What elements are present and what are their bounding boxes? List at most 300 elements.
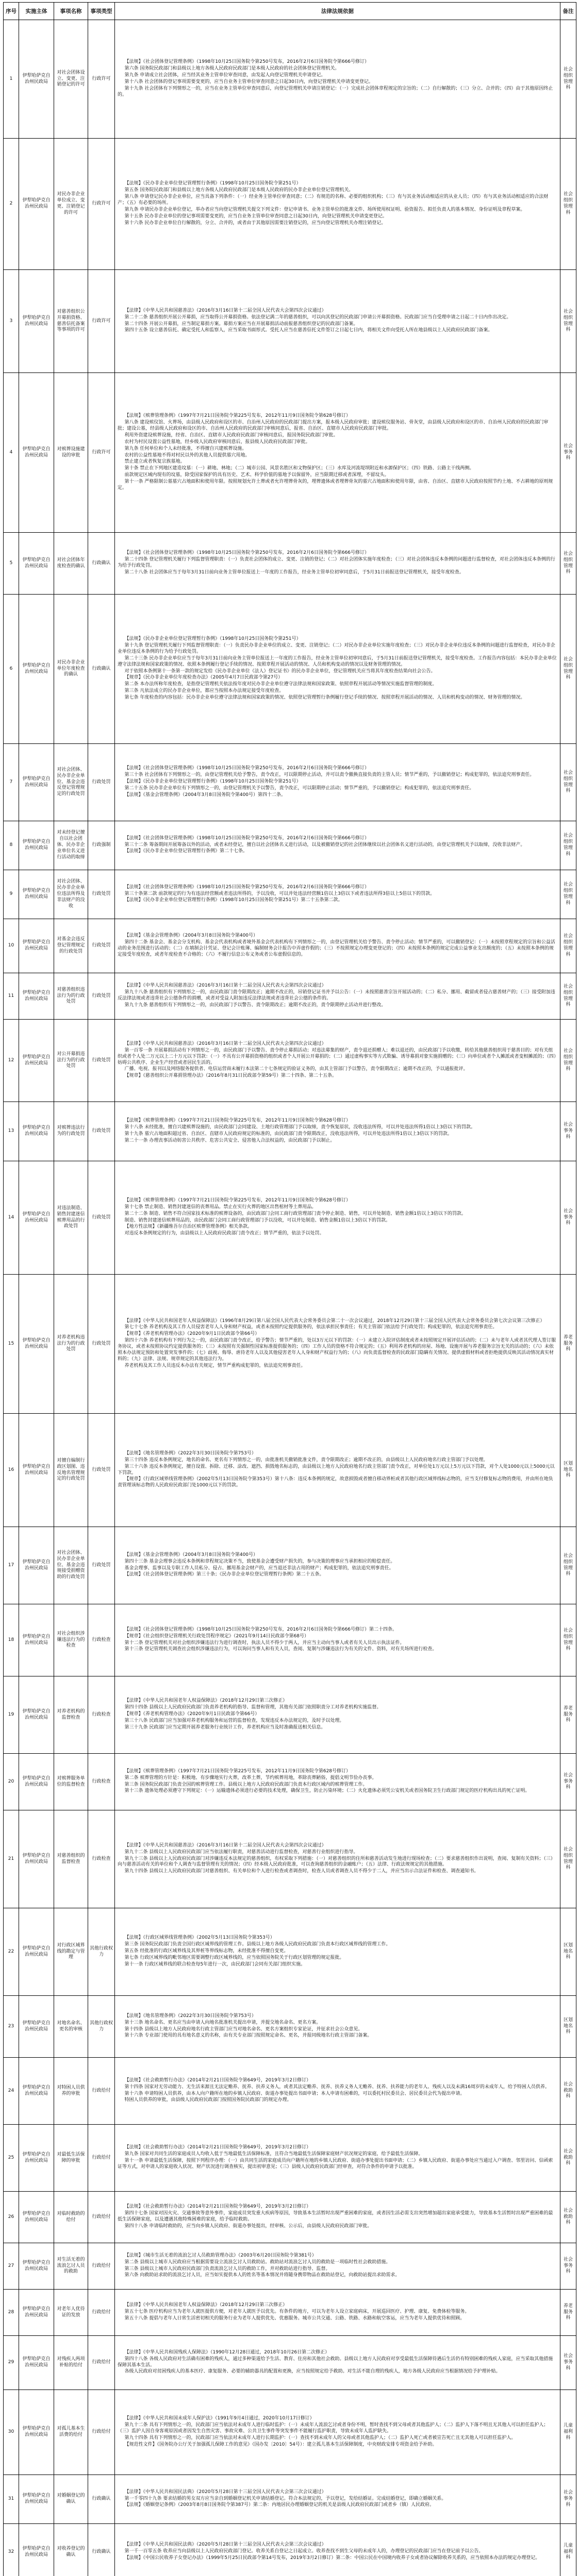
table-row: [4, 821, 576, 870]
legal-basis-paragraph: 第九条 申请成立社会团体，应当经其业务主管单位审查同意，由发起人向登记管理机关申请登记。: [124, 73, 326, 78]
legal-basis-paragraph: 【法规】《社会救助暂行办法》（2014年2月21日国务院令第649号，2019年3月2日修订）: [124, 2077, 311, 2083]
item-type-cell: 行政给付: [88, 2390, 115, 2475]
item-name-cell: 对慈善组织违法行为的行政处罚: [54, 973, 88, 1020]
row-number-cell: 31: [4, 2475, 19, 2524]
item-type-cell: 行政处罚: [88, 1102, 115, 1161]
item-type-cell: 行政检查: [88, 1810, 115, 1908]
row-number-cell: 10: [4, 919, 19, 973]
table-row: [4, 1908, 576, 1996]
table-row: [4, 973, 576, 1020]
legal-basis-paragraph: 第三十条第二款 前款规定的行为有违法经营额或者违法所得的，予以没收，可以并处违法经营额1倍以上3倍以下或者违法所得3倍以上5倍以下的罚款。: [124, 891, 435, 896]
subject-cell: 伊犁哈萨克自治州民政局: [19, 1161, 54, 1275]
item-type-cell: 行政许可: [88, 373, 115, 533]
table-body: [4, 20, 576, 2576]
legal-basis-cell: [115, 595, 560, 744]
legal-basis-paragraph: 【法规】《殡葬管理条例》（1997年7月21日国务院令第225号发布，2012年11月9日国务院令第628号修订）: [124, 1768, 351, 1774]
subject-cell: 伊犁哈萨克自治州民政局: [19, 2475, 54, 2524]
legal-basis-paragraph: 第十一条 申请最低生活保障，按照下列程序办理：（一）由共同生活的家庭成员向户籍所在地的乡镇人民政府、街道办事处提出书面申请；（二）乡镇人民政府、街道办事处应当通过入户调查、邻里访问、信函索证等方式，对申请人的家庭收入状况、财产状况进行调查核实，提出初审意见；（三）县级人民政府民政部门经审查，对符合条件的申请予以批准。: [118, 2158, 553, 2170]
legal-basis-cell: [115, 2125, 560, 2192]
legal-basis-paragraph: 第五条 经批准的行政区域界线及其界桩等界线标志物，未经批准不得擅自变更。: [124, 1948, 289, 1954]
legal-basis-paragraph: 第十九条 社会团体有下列情形之一的，应当在业务主管单位审查同意后，向登记管理机关申请注销登记：（一）完成社会团体章程规定的宗旨的；（二）自行解散的；（三）分立、合并的；（四）由于其他原因终止的。: [118, 86, 553, 97]
row-number-cell: 8: [4, 821, 19, 870]
legal-basis-paragraph: 【法律】《中华人民共和国老年人权益保障法》（2018年12月29日第三次修正）: [124, 1698, 288, 1704]
legal-basis-paragraph: 【法规】《社会团体登记管理条例》（1998年10月25日国务院令第250号发布，2016年2月6日国务院令第666号修订）第二十四条。: [124, 1626, 398, 1632]
note-cell: 社会组织管理科: [560, 139, 576, 270]
note-cell: 社会事务科: [560, 1754, 576, 1810]
table-row: [4, 139, 576, 270]
note-cell: 社会组织管理科: [560, 1810, 576, 1908]
table-row: [4, 1604, 576, 1676]
legal-basis-paragraph: 第十三条 地名命名、更名应当由申请人向地名批准机关提出申请，并提交地名命名、更名方案。: [124, 2020, 321, 2025]
item-name-cell: 对临时救助的给付: [54, 2192, 88, 2243]
item-type-cell: 行政处罚: [88, 1275, 115, 1414]
legal-basis-paragraph: 【法规】《社会团体登记管理条例》（1998年10月25日国务院令第250号发布，2016年2月6日国务院令第666号修订）: [124, 835, 370, 841]
item-type-cell: 行政处罚: [88, 919, 115, 973]
row-number-cell: 23: [4, 1996, 19, 2058]
item-type-cell: 行政检查: [88, 1604, 115, 1676]
item-type-cell: 行政给付: [88, 2192, 115, 2243]
subject-cell: 伊犁哈萨克自治州民政局: [19, 2336, 54, 2390]
legal-basis-cell: [115, 2390, 560, 2475]
subject-cell: 伊犁哈萨克自治州民政局: [19, 1414, 54, 1527]
legal-basis-paragraph: 【法律】《中华人民共和国老年人权益保障法》（1996年8月29日第八届全国人民代表大会常务委员会第二十一次会议通过，2018年12月29日第十三届全国人民代表大会常务委员会第七次会议第三次修正）: [124, 1318, 545, 1324]
legal-basis-paragraph: 【规章】《民办非企业单位年度检查办法》（2005年4月7日民政部令第27号）: [124, 675, 283, 681]
legal-basis-paragraph: 第五十八条 提倡与老年人日常生活密切相关的服务行业为老年人提供优先、优惠服务。城市公共交通、公路、铁路、水路和航空客运，应当为老年人提供优待和照顾。: [124, 2315, 465, 2321]
legal-basis-paragraph: 第九十三条 县级以上人民政府民政部门对涉嫌违反本法规定的慈善组织，有权采取下列措施：（一）对慈善组织的住所和慈善活动发生地进行现场检查；（二）要求慈善组织作出说明，查阅、复制有关资料；（三）向与慈善活动有关的单位和个人调查与监督管理有关的情况；（四）经本级人民政府批准，可以查询慈善组织的金融账户；（五）法律、行政法规规定的其他措施。: [118, 1856, 555, 1868]
legal-basis-paragraph: 养老机构及其工作人员违反本办法有关规定，情节严重构成犯罪的，依法追究刑事责任。: [124, 1363, 306, 1368]
power-list-table: [3, 2, 576, 2576]
item-name-cell: 对慈善组织的监督检查: [54, 1810, 88, 1908]
legal-basis-paragraph: 【法律】《中华人民共和国老年人权益保障法》（2018年12月29日第三次修正）: [124, 2302, 288, 2308]
item-type-cell: 行政处罚: [88, 1414, 115, 1527]
note-cell: 社会组织管理科: [560, 919, 576, 973]
subject-cell: 伊犁哈萨克自治州民政局: [19, 1676, 54, 1754]
item-name-cell: 对民办非企业单位年度检查的确认: [54, 595, 88, 744]
legal-basis-paragraph: 第四十三条 基金会理事会违反本条例和章程规定决策不当，致使基金会遭受财产损失的，参与决策的理事应当承担相应的赔偿责任。: [124, 1558, 395, 1564]
subject-cell: 伊犁哈萨克自治州民政局: [19, 1102, 54, 1161]
item-name-cell: 对社会组织涉嫌违法行为的检查: [54, 1604, 88, 1676]
legal-basis-paragraph: 【法规】《民办非企业单位登记管理暂行条例》（1998年10月25日国务院令第251号）: [124, 636, 301, 642]
row-number-cell: 28: [4, 2290, 19, 2336]
row-number-cell: 26: [4, 2192, 19, 2243]
table-row: [4, 270, 576, 373]
legal-basis-cell: [115, 533, 560, 595]
item-name-cell: 对最低生活保障的审批: [54, 2125, 88, 2192]
table-row: [4, 744, 576, 821]
legal-basis-paragraph: 第四十二条 基金会、基金会分支机构、基金会代表机构或者境外基金会代表机构有下列情形之一的，由登记管理机关给予警告、责令停止活动；情节严重的，可以撤销登记：（一）未按照章程规定的宗旨和公益活动的业务范围进行活动的；（二）在填制会计凭证、登记会计账簿、编制财务会计报告中弄虚作假的；（三）不按照规定办理变更登记的；（四）未按照本条例的规定完成公益事业支出额度的；（五）未按照本条例的规定接受年度检查，或者年度检查不合格的；（六）不履行信息公布义务或者公布虚假信息的。: [118, 940, 555, 957]
subject-cell: 伊犁哈萨克自治州民政局: [19, 2390, 54, 2475]
item-name-cell: 对地名命名、更名的审核: [54, 1996, 88, 2058]
subject-cell: 伊犁哈萨克自治州民政局: [19, 2524, 54, 2576]
legal-basis-paragraph: 农村的公益性墓地不得对村民以外的其他人员提供墓穴用地。: [124, 452, 250, 458]
header-cell-subject: 实施主体: [19, 3, 54, 20]
item-name-cell: 对孤儿基本生活费的给付: [54, 2390, 88, 2475]
legal-basis-paragraph: 第二条 本办法所称年度检查，是指登记管理机关依法按年度对民办非企业单位遵守法律法规和国家政策、依照章程开展活动等情况实施监督管理的制度。: [124, 682, 437, 687]
table-row: [4, 373, 576, 533]
legal-basis-paragraph: 第五十七条 医疗机构应当为老年人就医提供方便，对老年人就医予以优先。有条件的地方，可以为老年人设立家庭病床，开展巡回医疗、护理、康复、免费体检等服务。: [124, 2309, 470, 2315]
item-type-cell: 其他行政权力: [88, 1996, 115, 2058]
legal-basis-paragraph: 【法规】《社会团体登记管理条例》（1998年10月25日国务院令第250号发布，2016年2月6日国务院令第666号修订）: [124, 766, 370, 771]
subject-cell: 伊犁哈萨克自治州民政局: [19, 2125, 54, 2192]
legal-basis-paragraph: 第二十二条 慈善组织开展公开募捐，应当取得公开募捐资格。依法登记满二年的慈善组织，可以向其登记的民政部门申请公开募捐资格。民政部门应当自受理申请之日起二十日内作出决定。: [124, 314, 511, 320]
legal-basis-paragraph: 第十二条 登记管理机关对社会组织涉嫌违法行为进行调查时，执法人员不得少于两人，并应当主动向当事人或者有关人员出示执法证件。: [124, 1640, 405, 1646]
legal-basis-paragraph: 第四十八条 各级人民政府对生活确有困难的残疾人，通过多种渠道给予生活、教育、住房和其他社会救助。县级以上地方人民政府对享受最低生活保障待遇后生活仍有特别困难的残疾人家庭，应当采取其他措施保障其基本生活。: [118, 2356, 553, 2368]
legal-basis-paragraph: 第三十九条 民政部门应当定期开展养老服务行业统计工作，养老机构应当及时准确报送相关信息。: [124, 1724, 326, 1730]
note-cell: 社会组织管理科: [560, 533, 576, 595]
subject-cell: 伊犁哈萨克自治州民政局: [19, 1020, 54, 1102]
row-number-cell: 27: [4, 2243, 19, 2290]
legal-basis-paragraph: 【规章】《养老机构管理办法》（2020年9月1日民政部令第66号）: [124, 1711, 260, 1717]
note-cell: 社会救助科: [560, 2125, 576, 2192]
legal-basis-paragraph: 【规范性文件】《国务院办公厅关于加强孤儿保障工作的意见》（国办发〔2010〕54号）：建立孤儿基本生活保障制度，中央财政安排专项资金给予补助。: [124, 2442, 437, 2447]
row-number-cell: 32: [4, 2524, 19, 2576]
subject-cell: 伊犁哈萨克自治州民政局: [19, 595, 54, 744]
table-row: [4, 2192, 576, 2243]
legal-basis-paragraph: 前款规定区域内现有的坟墓，除受国家保护的具有历史、艺术、科学价值的墓地予以保留外，应当限期迁移或者深埋，不留坟头。: [124, 472, 389, 478]
row-number-cell: 19: [4, 1676, 19, 1754]
legal-basis-paragraph: 对于依照本条例第十一条第一款的规定发给《民办非企业单位（法人）登记证书》的民办非企业单位，登记管理机关应当将其年度检查结果向社会公告。: [124, 668, 436, 674]
legal-basis-paragraph: 【法规】《殡葬管理条例》（1997年7月21日国务院令第225号发布，2012年11月9日国务院令第628号修订）: [124, 1118, 351, 1124]
legal-basis-paragraph: 第三条 凡依法成立的民办非企业单位，都应当按照本办法规定接受年度检查。: [124, 688, 284, 694]
item-type-cell: 行政确认: [88, 595, 115, 744]
legal-basis-paragraph: 第二条 县级以上城市人民政府应当根据需要设立流浪乞讨人员救助站。救助站对流浪乞讨人员的救助是一项临时性社会救助措施。: [124, 2259, 391, 2265]
legal-basis-paragraph: 第三十二条 筹备期间开展筹备以外的活动，或者未经登记，擅自以社会团体名义进行活动，以及被撤销登记的社会团体继续以社会团体名义进行活动的，由登记管理机关予以取缔，没收非法财产。: [124, 842, 525, 848]
subject-cell: 伊犁哈萨克自治州民政局: [19, 2192, 54, 2243]
legal-basis-paragraph: 【法律】《中华人民共和国慈善法》（2016年3月16日第十二届全国人民代表大会第四次会议通过）: [124, 1041, 326, 1046]
table-row: [4, 1414, 576, 1527]
row-number-cell: 15: [4, 1275, 19, 1414]
item-name-cell: 对慈善组织公开募捐资格、慈善信托备案等事项的许可: [54, 270, 88, 373]
note-cell: 社会事务科: [560, 2336, 576, 2390]
legal-basis-cell: [115, 1754, 560, 1810]
note-cell: 社会事务科: [560, 373, 576, 533]
legal-basis-paragraph: 第三十八条 民政部门应当加强对养老机构服务和运营的监督检查，发现违反本办法规定的，及时予以处理。: [124, 1718, 344, 1723]
legal-basis-paragraph: 【法律】《中华人民共和国未成年人保护法》（1991年9月4日通过，2020年10月17日修订）: [124, 2416, 315, 2421]
legal-basis-paragraph: 第十一条 行政区域界线的联合检查每5年进行一次，由民政部门会同有关部门组织实施。: [124, 1961, 306, 1967]
legal-basis-paragraph: 【法规】《社会团体登记管理条例》（1998年10月25日国务院令第250号发布，2016年2月6日国务院令第666号修订）: [124, 59, 370, 65]
legal-basis-paragraph: 第三十条 社会团体有下列情形之一的，由登记管理机关给予警告，责令改正，可以限期停止活动，并可以责令撤换直接负责的主管人员；情节严重的，予以撤销登记；构成犯罪的，依法追究刑事责任。: [124, 772, 535, 778]
legal-basis-paragraph: 【法规】《民办非企业单位登记管理暂行条例》（1998年10月25日国务院令第251号）第二十五条第二款。: [124, 897, 343, 903]
legal-basis-paragraph: 第三条 国务院民政部门负责全国行政区域界线的管理工作。县级以上地方各级人民政府民政部门负责本行政区域界线的管理工作。: [124, 1942, 391, 1947]
legal-basis-paragraph: 第八条 建设殡仪馆、火葬场，由县级人民政府和设区的市、自治州人民政府的民政部门提出方案，报本级人民政府审批；建设殡仪服务站、骨灰堂，由县级人民政府和设区的市、自治州人民政府的民政部门审批；建设公墓，经县级人民政府和设区的市、自治州人民政府的民政部门审核同意后，报省、自治区、直辖市人民政府民政部门审批。: [118, 420, 549, 431]
item-name-cell: 对生活无着的流浪乞讨人员的救助: [54, 2243, 88, 2290]
legal-basis-paragraph: 第七条 行政区域界线的毗邻地区需要调整行政区域界线的，应当依照国务院关于行政区划管理的规定报批。: [124, 1955, 344, 1960]
table-row: [4, 2390, 576, 2475]
item-name-cell: 对未经登记擅自以社会团体、民办非企业单位名义进行活动的取缔: [54, 821, 88, 870]
item-name-cell: 对收养登记的确认: [54, 2524, 88, 2576]
subject-cell: 伊犁哈萨克自治州民政局: [19, 744, 54, 821]
table-row: [4, 1996, 576, 2058]
legal-basis-paragraph: 第二十四条 开展公开募捐，应当制定募捐方案。募捐方案应当在开展募捐活动前报慈善组织登记的民政部门备案。: [124, 321, 358, 327]
legal-basis-cell: [115, 1102, 560, 1161]
legal-basis-cell: [115, 821, 560, 870]
item-type-cell: 行政给付: [88, 2058, 115, 2125]
legal-basis-paragraph: 第二十一条 办理丧事活动妨害公共秩序、危害公共安全、侵害他人合法权益的，由民政部门予以制止。: [124, 1138, 335, 1143]
note-cell: 养老服务科: [560, 2290, 576, 2336]
legal-basis-paragraph: 【法规】《社会救助暂行办法》（2014年2月21日国务院令第649号，2019年3月2日修订）: [124, 2145, 311, 2150]
subject-cell: 伊犁哈萨克自治州民政局: [19, 533, 54, 595]
item-type-cell: 行政处罚: [88, 1020, 115, 1102]
item-name-cell: 对养老机构的监督检查: [54, 1676, 88, 1754]
legal-basis-paragraph: 第十五条 民办非企业单位的登记事项需要变更的，应当自业务主管单位审查同意之日起30日内，向登记管理机关申请变更登记。: [124, 213, 387, 219]
note-cell: 儿童福利科: [560, 2524, 576, 2576]
legal-basis-paragraph: 【法律】《中华人民共和国民法典》（2020年5月28日第十三届全国人民代表大会第三次会议通过）: [124, 2489, 326, 2495]
legal-basis-cell: [115, 2290, 560, 2336]
legal-basis-paragraph: 【法规】《民办非企业单位登记管理暂行条例》（1998年10月25日国务院令第251号）: [124, 779, 301, 785]
note-cell: 社会组织管理科: [560, 1527, 576, 1604]
legal-basis-cell: [115, 139, 560, 270]
note-cell: 社会救助科: [560, 2058, 576, 2125]
legal-basis-paragraph: 第十九条 登记管理机关履行下列监督管理职责：（一）负责民办非企业单位的成立、变更、注销登记；（二）对民办非企业单位实施年度检查；（三）对民办非企业单位违反本条例的问题进行监督检查，对民办非企业单位违反本条例的行为给予行政处罚。: [118, 643, 555, 654]
legal-basis-paragraph: 第二十五条 民办非企业单位有下列情形之一的，由登记管理机关予以警告，责令改正，可以限期停止活动；情节严重的，予以撤销登记；构成犯罪的，依法追究刑事责任。: [124, 785, 474, 791]
item-type-cell: 其他行政权力: [88, 1908, 115, 1996]
table-row: [4, 20, 576, 139]
legal-basis-paragraph: 第三十四条 违反本条例规定，地名的命名、更名有下列情形之一的，由批准机关撤销批准文件，责令限期改正；逾期不改正的，由县级以上人民政府地名行政主管部门予以处理。: [124, 1457, 488, 1463]
subject-cell: 伊犁哈萨克自治州民政局: [19, 1908, 54, 1996]
subject-cell: 伊犁哈萨克自治州民政局: [19, 973, 54, 1020]
legal-basis-paragraph: 【法规】《基金会管理条例》（2004年3月8日国务院令第400号）第四十二条。: [124, 792, 286, 798]
legal-basis-paragraph: 农村为村民设置公益性墓地，经乡级人民政府审核同意后，报县级人民政府民政部门审批。: [124, 439, 310, 445]
legal-basis-paragraph: 第九十二条 县级以上人民政府民政部门应当依法履行职责，对慈善活动进行监督检查，对慈善行业组织进行指导。: [124, 1849, 358, 1855]
legal-basis-cell: [115, 2475, 560, 2524]
row-number-cell: 11: [4, 973, 19, 1020]
item-type-cell: 行政处罚: [88, 1527, 115, 1604]
note-cell: 社会组织管理科: [560, 1604, 576, 1676]
note-cell: 社会组织管理科: [560, 744, 576, 821]
legal-basis-paragraph: 第三条 县级以上城市人民政府民政部门负责流浪乞讨人员的救助工作，并对救助站进行指导、监督。: [124, 2266, 330, 2272]
legal-basis-paragraph: 第六条 国务院民政部门和县级以上地方各级人民政府民政部门是本级人民政府的社会团体登记管理机关。: [124, 66, 340, 72]
subject-cell: 伊犁哈萨克自治州民政局: [19, 870, 54, 919]
table-row: [4, 2336, 576, 2390]
legal-basis-paragraph: 禁止建立或者恢复宗族墓地。: [124, 459, 185, 465]
legal-basis-paragraph: 【法规】《殡葬管理条例》（1997年7月21日国务院令第225号发布，2012年11月9日国务院令第628号修订）: [124, 413, 351, 419]
subject-cell: 伊犁哈萨克自治州民政局: [19, 919, 54, 973]
note-cell: 社会组织管理科: [560, 1020, 576, 1102]
header-cell-basis: 法律法规依据: [115, 3, 560, 20]
item-name-cell: 对社会团体、民办非企业单位、基金会违规接受捐赠资助的行政处罚: [54, 1527, 88, 1604]
item-type-cell: 行政处罚: [88, 973, 115, 1020]
subject-cell: 伊犁哈萨克自治州民政局: [19, 1754, 54, 1810]
legal-basis-cell: [115, 1810, 560, 1908]
legal-basis-paragraph: 各级人民政府对贫困残疾人的基本医疗、康复服务、必要的辅助器具的配置和更换，应当按照规定给予救助。对生活不能自理的残疾人，地方各级人民政府应当根据情况给予护理补贴。: [124, 2369, 501, 2375]
item-name-cell: 对社会团体、民办非企业单位、基金会违反登记管理规定的行政处罚: [54, 744, 88, 821]
legal-basis-cell: [115, 2336, 560, 2390]
note-cell: 区划地名科: [560, 1908, 576, 1996]
legal-basis-paragraph: 第九十四条 县级以上人民政府民政部门对慈善组织、有关单位和个人进行检查或者调查时，检查人员或者调查人员不得少于二人，并应当出示合法证件和检查、调查通知书。: [124, 1869, 479, 1874]
legal-basis-paragraph: 【法律】《中华人民共和国残疾人保障法》（1990年12月28日通过，2018年10月26日第二次修正）: [124, 2349, 330, 2355]
legal-basis-cell: [115, 20, 560, 139]
legal-basis-cell: [115, 1414, 560, 1527]
item-type-cell: 行政处罚: [88, 870, 115, 919]
row-number-cell: 17: [4, 1527, 19, 1604]
legal-basis-cell: [115, 744, 560, 821]
legal-basis-paragraph: 第一千一百零五条 收养应当向县级以上人民政府民政部门登记。收养关系自登记之日起成立。收养查找不到生父母的未成年人的，办理登记的民政部门应当在登记前予以公告。: [124, 2549, 484, 2554]
row-number-cell: 14: [4, 1161, 19, 1275]
legal-basis-cell: [115, 1161, 560, 1275]
item-type-cell: 行政检查: [88, 1676, 115, 1754]
legal-basis-paragraph: 第九条 国家对共同生活的家庭成员人均收入低于当地最低生活保障标准，且符合当地最低生活保障家庭财产状况规定的家庭，给予最低生活保障。: [124, 2151, 423, 2157]
item-name-cell: 对殡葬服务单位的监督检查: [54, 1754, 88, 1810]
item-type-cell: 行政给付: [88, 2290, 115, 2336]
header-cell-no: 序号: [4, 3, 19, 20]
table-row: [4, 1102, 576, 1161]
legal-basis-cell: [115, 919, 560, 973]
table-row: [4, 2475, 576, 2524]
legal-basis-paragraph: 第七条 年度检查的内容包括：民办非企业单位遵守法律法规和国家政策的情况、依照登记管理暂行条例履行登记手续的情况、按照章程开展活动的情况、人员和机构变动的情况、财务管理的情况。: [124, 695, 525, 700]
item-name-cell: 对社会团体、民办非企业单位违法所得及非法财产的没收: [54, 870, 88, 919]
legal-basis-cell: [115, 1676, 560, 1754]
subject-cell: 伊犁哈萨克自治州民政局: [19, 821, 54, 870]
row-number-cell: 7: [4, 744, 19, 821]
legal-basis-paragraph: 【规章】《养老机构管理办法》（2020年9月1日民政部令第66号）: [124, 1331, 260, 1337]
item-type-cell: 行政确认: [88, 533, 115, 595]
legal-basis-cell: [115, 1275, 560, 1414]
note-cell: 区划地名科: [560, 1414, 576, 1527]
legal-basis-paragraph: 【法规】《社会救助暂行办法》（2014年2月21日国务院令第649号，2019年3月2日修订）: [124, 2204, 311, 2210]
row-number-cell: 5: [4, 533, 19, 595]
legal-basis-paragraph: 【法规】《基金会管理条例》（2004年3月8日国务院令第400号）: [124, 1552, 258, 1557]
legal-basis-paragraph: 【地方性法规】《新疆维吾尔自治区殡葬管理条例》相关条款。: [124, 1224, 253, 1230]
table-row: [4, 2524, 576, 2576]
legal-basis-paragraph: 第十四条 县级以上地方人民政府地名行政主管部门应当对地名命名、更名方案组织专家论证，并征求社会公众意见。: [124, 2026, 363, 2032]
legal-basis-paragraph: 第一百零一条 开展募捐活动有下列情形之一的，由民政部门予以警告、责令停止募捐活动；对违法募集的财产，责令退还捐赠人；难以退还的，由民政部门予以收缴，转给其他慈善组织用于慈善目的；对有关组织或者个人处二万元以上二十万元以下罚款：（一）不具有公开募捐资格的组织或者个人开展公开募捐的；（二）通过虚构事实等方式欺骗、诱导募捐对象实施捐赠的；（三）向单位或者个人摊派或者变相摊派的；（四）妨碍公共秩序、企业生产经营或者居民生活的。: [118, 1047, 556, 1065]
legal-basis-paragraph: 【法规】《民办非企业单位登记管理暂行条例》第二十七条。: [124, 849, 248, 854]
item-name-cell: 对行政区域界线的勘定与管理: [54, 1908, 88, 1996]
row-number-cell: 12: [4, 1020, 19, 1102]
legal-basis-paragraph: 第四十七条 国家对因火灾、交通事故等意外事件，家庭成员突发重大疾病等原因，导致基本生活暂时出现严重困难的家庭，或者因生活必需支出突然增加超出家庭承受能力，导致基本生活暂时出现严重困难的最低生活保障家庭，以及遭遇其他特殊困难的家庭，给予临时救助。: [118, 2211, 553, 2222]
note-cell: 社会组织管理科: [560, 595, 576, 744]
row-number-cell: 18: [4, 1604, 19, 1676]
legal-basis-paragraph: 第九条 申请民办非企业单位登记，举办者应当向登记管理机关提交下列文件：登记申请书、业务主管单位的批准文件、场所使用权证明、验资报告、拟任负责人的基本情况、身份证明及章程草案。: [124, 207, 525, 212]
legal-basis-paragraph: 第十八条 社会团体的登记事项需要变更的，应当自业务主管单位审查同意之日起30日内，向登记管理机关申请变更登记。: [124, 79, 373, 84]
legal-basis-paragraph: 第五条 国务院民政部门和县级以上地方各级人民政府民政部门是本级人民政府的民办非企业单位登记管理机关。: [124, 188, 354, 193]
legal-basis-paragraph: 制造、销售封建迷信殡葬用品的，由民政部门会同工商行政管理部门予以没收，可以并处制造、销售金额1倍以上3倍以下的罚款。: [124, 1217, 390, 1223]
legal-basis-paragraph: 第四十五条 设立慈善信托、确定受托人和监察人，应当采取书面形式。受托人应当在慈善信托文件签订之日起七日内，将相关文件向受托人所在地县级以上人民政府民政部门备案。: [124, 328, 493, 333]
item-name-cell: 对残疾人两项补贴的给付: [54, 2336, 88, 2390]
legal-basis-cell: [115, 270, 560, 373]
legal-basis-paragraph: 第十六条 专业部门使用的具有地名意义的名称，由有关专业部门按照规定命名、更名，并报同级地名行政主管部门备案。: [124, 2033, 372, 2039]
subject-cell: 伊犁哈萨克自治州民政局: [19, 20, 54, 139]
subject-cell: 伊犁哈萨克自治州民政局: [19, 1996, 54, 2058]
row-number-cell: 6: [4, 595, 19, 744]
legal-basis-cell: [115, 870, 560, 919]
legal-basis-paragraph: 第一千零四十九条 要求结婚的男女双方应当亲自到婚姻登记机关申请结婚登记。符合本法规定的，予以登记，发给结婚证。完成结婚登记，即确立婚姻关系。: [124, 2496, 446, 2501]
note-cell: 儿童福利科: [560, 2390, 576, 2475]
row-number-cell: 21: [4, 1810, 19, 1908]
note-cell: 社会组织管理科: [560, 870, 576, 919]
item-name-cell: 对养老机构违法行为的行政处罚: [54, 1275, 88, 1414]
subject-cell: 伊犁哈萨克自治州民政局: [19, 1275, 54, 1414]
legal-basis-paragraph: 第十条 禁止在下列地区建造坟墓：（一）耕地、林地；（二）城市公园、风景名胜区和文物保护区；（三）水库及河流堤坝附近和水源保护区；（四）铁路、公路主干线两侧。: [124, 466, 474, 471]
note-cell: 社会组织管理科: [560, 821, 576, 870]
legal-basis-cell: [115, 1996, 560, 2058]
legal-basis-paragraph: 第十九条 墓穴占地面积超过省、自治区、直辖市人民政府规定的标准的，由民政部门责令限期改正，没收违法所得，可以并处违法所得1倍以上3倍以下的罚款。: [124, 1131, 452, 1137]
subject-cell: 伊犁哈萨克自治州民政局: [19, 2290, 54, 2336]
table-row: [4, 2058, 576, 2125]
table-row: [4, 1527, 576, 1604]
legal-basis-paragraph: 【法规】《婚姻登记条例》（2003年8月8日国务院令第387号）第二条：内地居民办理婚姻登记的机关是县级人民政府民政部门或者乡（镇）人民政府。: [124, 2502, 435, 2508]
item-type-cell: 行政给付: [88, 2125, 115, 2192]
note-cell: 社会事务科: [560, 2475, 576, 2524]
note-cell: 养老服务科: [560, 1676, 576, 1754]
legal-basis-paragraph: 对违反本条例规定的行为，由县级以上人民政府民政部门责令改正；情节严重的，依法予以处罚。: [124, 1231, 324, 1236]
legal-basis-cell: [115, 1604, 560, 1676]
legal-basis-paragraph: 基金会理事、监事以及专职工作人员私分、侵占、挪用基金会财产的，应当退还非法占用的财产；构成犯罪的，依法追究刑事责任。: [124, 1565, 394, 1571]
row-number-cell: 25: [4, 2125, 19, 2192]
legal-basis-paragraph: 第六条 向救助站求助的流浪乞讨人员，应当如实提供本人的姓名等基本情况并将随身携带物品在救助站登记，向救助站提出求助需求。: [124, 2273, 400, 2278]
table-row: [4, 595, 576, 744]
legal-basis-paragraph: 第十七条 禁止制造、销售封建迷信的丧葬用品。禁止在实行火葬的地区出售棺材等土葬用品。: [124, 1204, 317, 1210]
legal-basis-cell: [115, 1020, 560, 1102]
legal-basis-cell: [115, 2243, 560, 2290]
legal-basis-cell: [115, 2192, 560, 2243]
item-type-cell: 行政给付: [88, 2243, 115, 2290]
legal-basis-paragraph: 特困人员供养的审批，由县级人民政府民政部门按照国务院民政部门的规定办理。: [124, 2097, 292, 2103]
legal-basis-paragraph: 【法规】《地名管理条例》（2022年3月30日国务院令第753号）: [124, 1450, 256, 1456]
item-name-cell: 对殡葬违法行为的行政处罚: [54, 1102, 88, 1161]
table-row: [4, 870, 576, 919]
item-type-cell: 行政确认: [88, 2524, 115, 2576]
legal-basis-paragraph: 第十三条 遗体处理必须遵守下列规定：（一）运输遗体必须进行必要的技术处理，确保卫生，防止污染环境；（二）火化遗体必须凭公安机关或者国务院卫生行政部门规定的医疗机构出具的死亡证明。: [124, 1788, 530, 1794]
row-number-cell: 16: [4, 1414, 19, 1527]
note-cell: 社会组织管理科: [560, 20, 576, 139]
row-number-cell: 22: [4, 1908, 19, 1996]
note-cell: 社会事务科: [560, 1102, 576, 1161]
legal-basis-paragraph: 【法律】《中华人民共和国民法典》（2020年5月28日第十三届全国人民代表大会第三次会议通过）: [124, 2542, 326, 2548]
note-cell: 区划地名科: [560, 1996, 576, 2058]
legal-basis-paragraph: 第四十四条 县级以上人民政府民政部门负责养老机构的指导、监督和管理，其他有关部门依照职责分工对养老机构实施监督。: [124, 1705, 382, 1710]
legal-basis-paragraph: 第二十二条 制造、销售不符合国家技术标准的殡葬设备的，由民政部门会同工商行政管理部门责令停止制造、销售，可以并处制造、销售金额1倍以上3倍以下的罚款。: [124, 1211, 466, 1216]
legal-basis-paragraph: 第十一条 严格限制公墓墓穴占地面积和使用年限。按照规划允许土葬或者允许埋葬骨灰的，埋葬遗体或者埋葬骨灰的墓穴占地面积和使用年限，由省、自治区、直辖市人民政府按照节约土地、不占耕地的原则规定。: [118, 479, 553, 490]
item-type-cell: 行政检查: [88, 1754, 115, 1810]
header-cell-note: 备注: [560, 3, 576, 20]
item-name-cell: 对违法制造、销售封建迷信殡葬用品的行政处罚: [54, 1161, 88, 1275]
legal-basis-paragraph: 【法规】《社会团体登记管理条例》第三十条；《民办非企业单位登记管理暂行条例》第二十五条。: [124, 1572, 324, 1578]
legal-basis-paragraph: 第十四条 国家对无劳动能力、无生活来源且无法定赡养、抚养、扶养义务人，或者其法定赡养、抚养、扶养义务人无赡养、抚养、扶养能力的老年人、残疾人以及未满16周岁的未成年人，给予特困人员供养。: [124, 2084, 550, 2090]
legal-basis-paragraph: 【规章】《慈善组织公开募捐管理办法》（2016年8月31日民政部令第59号）第二十四条、第二十五条。: [124, 1073, 337, 1079]
legal-basis-paragraph: 【法律】《中华人民共和国慈善法》（2016年3月16日第十二届全国人民代表大会第四次会议通过）: [124, 308, 326, 313]
item-type-cell: 行政强制: [88, 821, 115, 870]
legal-basis-paragraph: 利用外资建设殡葬设施，经省、自治区、直辖市人民政府民政部门审核同意后，报国务院民政部门审批。: [124, 432, 338, 438]
table-row: [4, 1810, 576, 1908]
item-name-cell: 对社会团体设立、变更、注销登记的许可: [54, 20, 88, 139]
legal-basis-paragraph: 第九十九条 慈善组织有下列情形之一的，由民政部门予以警告、责令限期改正；逾期不改正的，责令限期停止活动并进行整改。: [124, 1002, 386, 1008]
note-cell: 社会事务科: [560, 1161, 576, 1275]
item-type-cell: 行政许可: [88, 20, 115, 139]
legal-basis-paragraph: 第三十六条 违反本条例规定，擅自设置、拆除、迁移、涂改、遮挡、损毁地名标志的，由县级以上地方人民政府地名行政主管部门责令改正，对单位处1万元以上5万元以下罚款，对个人处1000元以上5000元以下罚款。: [118, 1464, 555, 1476]
legal-basis-cell: [115, 1908, 560, 1996]
legal-basis-paragraph: 【法规】《行政区域界线管理条例》（2002年5月13日国务院令第353号）: [124, 1935, 275, 1941]
row-number-cell: 9: [4, 870, 19, 919]
item-name-cell: 对殡葬设施建设的审批: [54, 373, 88, 533]
legal-basis-paragraph: 第二条 殡葬管理的方针是：积极地、有步骤地实行火葬，改革土葬，节约殡葬用地，革除丧葬陋俗，提倡文明节俭办丧事。: [124, 1775, 377, 1781]
item-name-cell: 对民办非企业单位成立、变更、注销登记的许可: [54, 139, 88, 270]
subject-cell: 伊犁哈萨克自治州民政局: [19, 1527, 54, 1604]
note-cell: 社会组织管理科: [560, 973, 576, 1020]
subject-cell: 伊犁哈萨克自治州民政局: [19, 270, 54, 373]
legal-basis-paragraph: 第二十三条 民办非企业单位应当于每年3月31日前向业务主管单位报送上一年度的工作报告，经业务主管单位初审同意后，于5月31日前报送登记管理机关，接受年度检查。工作报告内容包括：本民办非企业单位遵守法律法规和国家政策的情况、依照本条例履行登记手续的情况、按照章程开展活动的情况、人员和机构变动的情况以及财务管理的情况。: [118, 655, 557, 667]
table-row: [4, 1754, 576, 1810]
legal-basis-paragraph: 【法规】《城市生活无着的流浪乞讨人员救助管理办法》（2003年6月20日国务院令第381号）: [124, 2252, 317, 2258]
header-cell-type: 事项类型: [88, 3, 115, 20]
legal-basis-paragraph: 第九十八条 慈善组织有下列情形之一的，由民政部门责令限期改正；逾期不改正的，吊销登记证书并予以公告：（一）未按照慈善宗旨开展活动的；（二）私分、挪用、截留或者侵占慈善财产的；（三）接受附加违反法律法规或者违背社会公德条件的捐赠，或者对受益人附加违反法律法规或者违背社会公德的条件的。: [118, 990, 555, 1001]
row-number-cell: 1: [4, 20, 19, 139]
legal-basis-paragraph: 第十六条 民办非企业单位自行解散的，分立、合并的，或者由于其他原因需要注销登记的，应当向登记管理机关办理注销登记。: [124, 220, 386, 226]
legal-basis-paragraph: 第九十二条 具有下列情形之一的，民政部门应当依法对未成年人进行临时监护：（一）未成年人流浪乞讨或者身份不明，暂时查找不到父母或者其他监护人；（二）监护人下落不明且无其他人可以担任监护人；（三）监护人因自身客观原因或者因发生自然灾害、事故灾难、公共卫生事件等突发事件不能履行监护职责，导致未成年人监护缺失。: [118, 2422, 549, 2434]
legal-basis-cell: [115, 2524, 560, 2576]
item-type-cell: 行政处罚: [88, 1161, 115, 1275]
table-row: [4, 1275, 576, 1414]
